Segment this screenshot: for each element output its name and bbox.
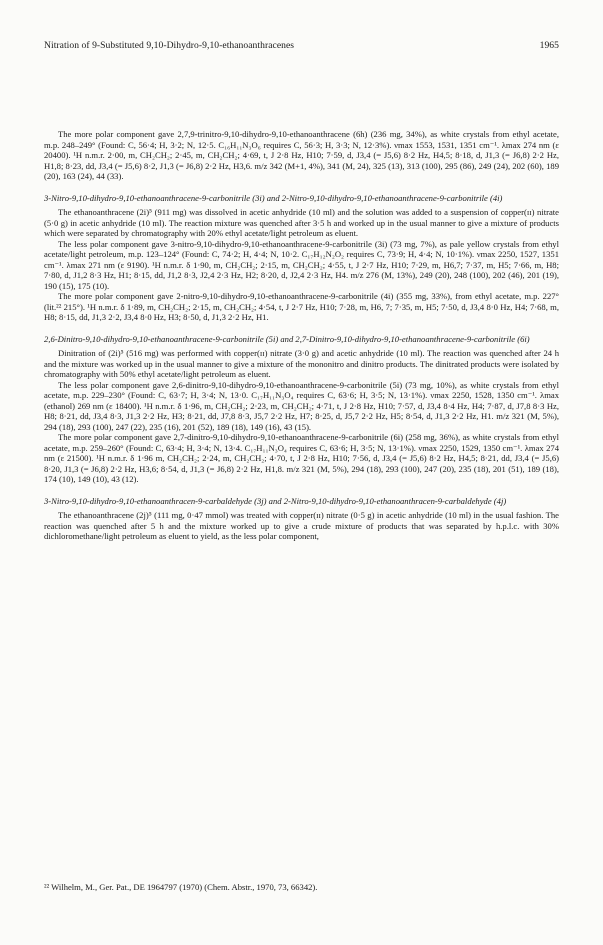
paragraph-less-polar-3i: The less polar component gave 3-nitro-9,10-dihydro-9,10-ethanoanthracene-9-carbonitrile (3i) (73 mg, 7%), as pale yellow crystals from ethyl acetate/light petroleum, m.p. 123–124° (Found: C, 74·2; H, 4·4; N, 10·2. C₁₇H₁₂N₂O₂ requires C, 73·9; H, 4·4; N, 10·1%). νmax 2250, 1527, 1351 cm⁻¹. λmax 271 nm (ε 9190). ¹H n.m.r. δ 1·90, m, CH₂CH₂; 2·15, m, CH₂CH₂; 4·55, t, J 2·7 Hz, H10; 7·29, m, H6,7; 7·37, m, H5; 7·66, m, H8; 7·80, d, J1,2 8·3 Hz, H1; 8·15, dd, J1,2 8·3, J2,4 2·3 Hz, H2; 8·20, d, J2,4 2·3 Hz, H4. m/z 276 (M, 13%), 249 (20), 248 (100), 202 (46), 201 (19), 190 (15), 175 (10). bbox=[44, 238, 559, 291]
paragraph-procedure-2j: The ethanoanthracene (2j)⁵ (111 mg, 0·47 mmol) was treated with copper(ɪɪ) nitrate (0·5 g) in acetic anhydride (10 ml) in the usual fashion. The reaction was quenched after 5 h and the mixture worked up to give a crude mixture of products that was separated by h.p.l.c. with 30% dichloromethane/light petroleum as eluent to yield, as the less polar component, bbox=[44, 510, 559, 541]
paragraph-less-polar-5i: The less polar component gave 2,6-dinitro-9,10-dihydro-9,10-ethanoanthracene-9-carbonitrile (5i) (73 mg, 10%), as white crystals from ethyl acetate, m.p. 229–230° (Found: C, 63·7; H, 3·4; N, 13·0. C₁₇H₁₁N₃O₄ requires C, 63·6; H, 3·5; N, 13·1%). νmax 2250, 1528, 1350 cm⁻¹. λmax (ethanol) 269 nm (ε 18400). ¹H n.m.r. δ 1·96, m, CH₂CH₂; 2·23, m, CH₂CH₂; 4·71, t, J 2·8 Hz, H10; 7·57, d, J3,4 8·4 Hz, H4; 7·87, d, J7,8 8·3 Hz, H8; 8·21, dd, J3,4 8·3, J1,3 2·2 Hz, H3; 8·21, dd, J7,8 8·3, J5,7 2·2 Hz, H7; 8·25, d, J5,7 2·2 Hz, H5; 8·54, d, J1,3 2·2 Hz, H1. m/z 321 (M, 5%), 294 (18), 293 (100), 247 (22), 235 (16), 201 (52), 189 (18), 149 (16), 43 (15). bbox=[44, 379, 559, 432]
running-head bbox=[44, 40, 559, 51]
paragraph-more-polar-6i: The more polar component gave 2,7-dinitro-9,10-dihydro-9,10-ethanoanthracene-9-carbonitrile (6i) (258 mg, 36%), as white crystals from ethyl acetate, m.p. 259–260° (Found: C, 63·4; H, 3·4; N, 13·4. C₁₇H₁₁N₃O₄ requires C, 63·6; H, 3·5; N, 13·1%). νmax 2250, 1529, 1350 cm⁻¹. λmax 274 nm (ε 21500). ¹H n.m.r. δ 1·96 m, CH₂CH₂; 2·24, m, CH₂CH₂; 4·70, t, J 2·8 Hz, H10; 7·56, d, J3,4 (= J5,6) 8·2 Hz, H4,5; 8·21, dd, J3,4 (= J5,6) 8·20, J1,3 (= J6,8) 2·2 Hz, H3,6; 8·54, d, J1,3 (= J6,8) 2·2 Hz, H1,8. m/z 321 (M, 5%), 294 (18), 293 (100), 247 (20), 235 (18), 201 (51), 189 (18), 174 (10), 149 (10), 43 (12). bbox=[44, 432, 559, 484]
paragraph-more-polar-4i: The more polar component gave 2-nitro-9,10-dihydro-9,10-ethanoanthracene-9-carbonitrile (4i) (355 mg, 33%), from ethyl acetate, m.p. 227° (lit.²² 215°). ¹H n.m.r. δ 1·89, m, CH₂CH₂; 2·15, m, CH₂CH₂; 4·54, t, J 2·7 Hz, H10; 7·28, m, H6, 7; 7·35, m, H5; 7·50, d, J3,4 8·0 Hz, H4; 7·68, m, H8; 8·15, dd, J1,3 2·2, J3,4 8·0 Hz, H3; 8·50, d, J1,3 2·2 Hz, H1. bbox=[44, 291, 559, 322]
section-heading-3i-4i: 3-Nitro-9,10-dihydro-9,10-ethanoanthracene-9-carbonitrile (3i) and 2-Nitro-9,10-dihydro-9,10-ethanoanthracene-9-carbonitrile (4i) bbox=[44, 192, 503, 203]
footnote-22: ²² Wilhelm, M., Ger. Pat., DE 1964797 (1970) (Chem. Abstr., 1970, 73, 66342). bbox=[44, 882, 318, 892]
section-heading-3j-4j: 3-Nitro-9,10-dihydro-9,10-ethanoanthracen-9-carbaldehyde (3j) and 2-Nitro-9,10-dihydro-9,10-ethanoanthracen-9-carbaldehyde (4j) bbox=[44, 495, 507, 506]
paragraph-procedure-2i: The ethanoanthracene (2i)⁵ (911 mg) was dissolved in acetic anhydride (10 ml) and the solution was added to a suspension of copper(ɪɪ) nitrate (5·0 g) in acetic anhydride (10 ml). The reaction mixture was quenched after 3·5 h and worked up in the usual manner to give a mixture of products which were separated by chromatography with 20% ethyl acetate/light petroleum as eluent. bbox=[44, 207, 559, 238]
section-heading-5i-6i: 2,6-Dinitro-9,10-dihydro-9,10-ethanoanthracene-9-carbonitrile (5i) and 2,7-Dinitro-9,10-dihydro-9,10-ethanoanthracene-9-carbonitrile (6i) bbox=[44, 333, 530, 344]
page-number: 1965 bbox=[539, 40, 559, 51]
paragraph-dinitration-procedure: Dinitration of (2i)⁵ (516 mg) was performed with copper(ɪɪ) nitrate (3·0 g) and acetic anhydride (10 ml). The reaction was quenched after 24 h and the mixture was worked up in the usual manner to give a mixture of the mononitro and dinitro products. The dinitrated products were isolated by chromatography with 50% ethyl acetate/light petroleum as eluent. bbox=[44, 348, 559, 379]
running-head-title: Nitration of 9-Substituted 9,10-Dihydro-9,10-ethanoanthracenes bbox=[44, 40, 295, 51]
paragraph-trinitro-product: The more polar component gave 2,7,9-trinitro-9,10-dihydro-9,10-ethanoanthracene (6h) (236 mg, 34%), as white crystals from ethyl acetate, m.p. 248–249° (Found: C, 56·4; H, 3·2; N, 12·5. C₁₆H₁₁N₃O₆ requires C, 56·3; H, 3·3; N, 12·3%). νmax 1553, 1531, 1351 cm⁻¹. λmax 274 nm (ε 20400). ¹H n.m.r. 2·00, m, CH₂CH₂; 2·45, m, CH₂CH₂; 4·69, t, J 2·8 Hz, H10; 7·59, d, J3,4 (= J5,6) 8·2 Hz, H4,5; 8·18, d, J1,3 (= J6,8) 2·2 Hz, H1,8; 8·23, dd, J3,4 (= J5,6) 8·2, J1,3 (= J6,8) 2·2 Hz, H3,6. m/z 342 (M+1, 4%), 341 (M, 24), 325 (13), 313 (100), 295 (86), 249 (24), 202 (60), 189 (20), 163 (24), 44 (33). bbox=[44, 129, 559, 181]
